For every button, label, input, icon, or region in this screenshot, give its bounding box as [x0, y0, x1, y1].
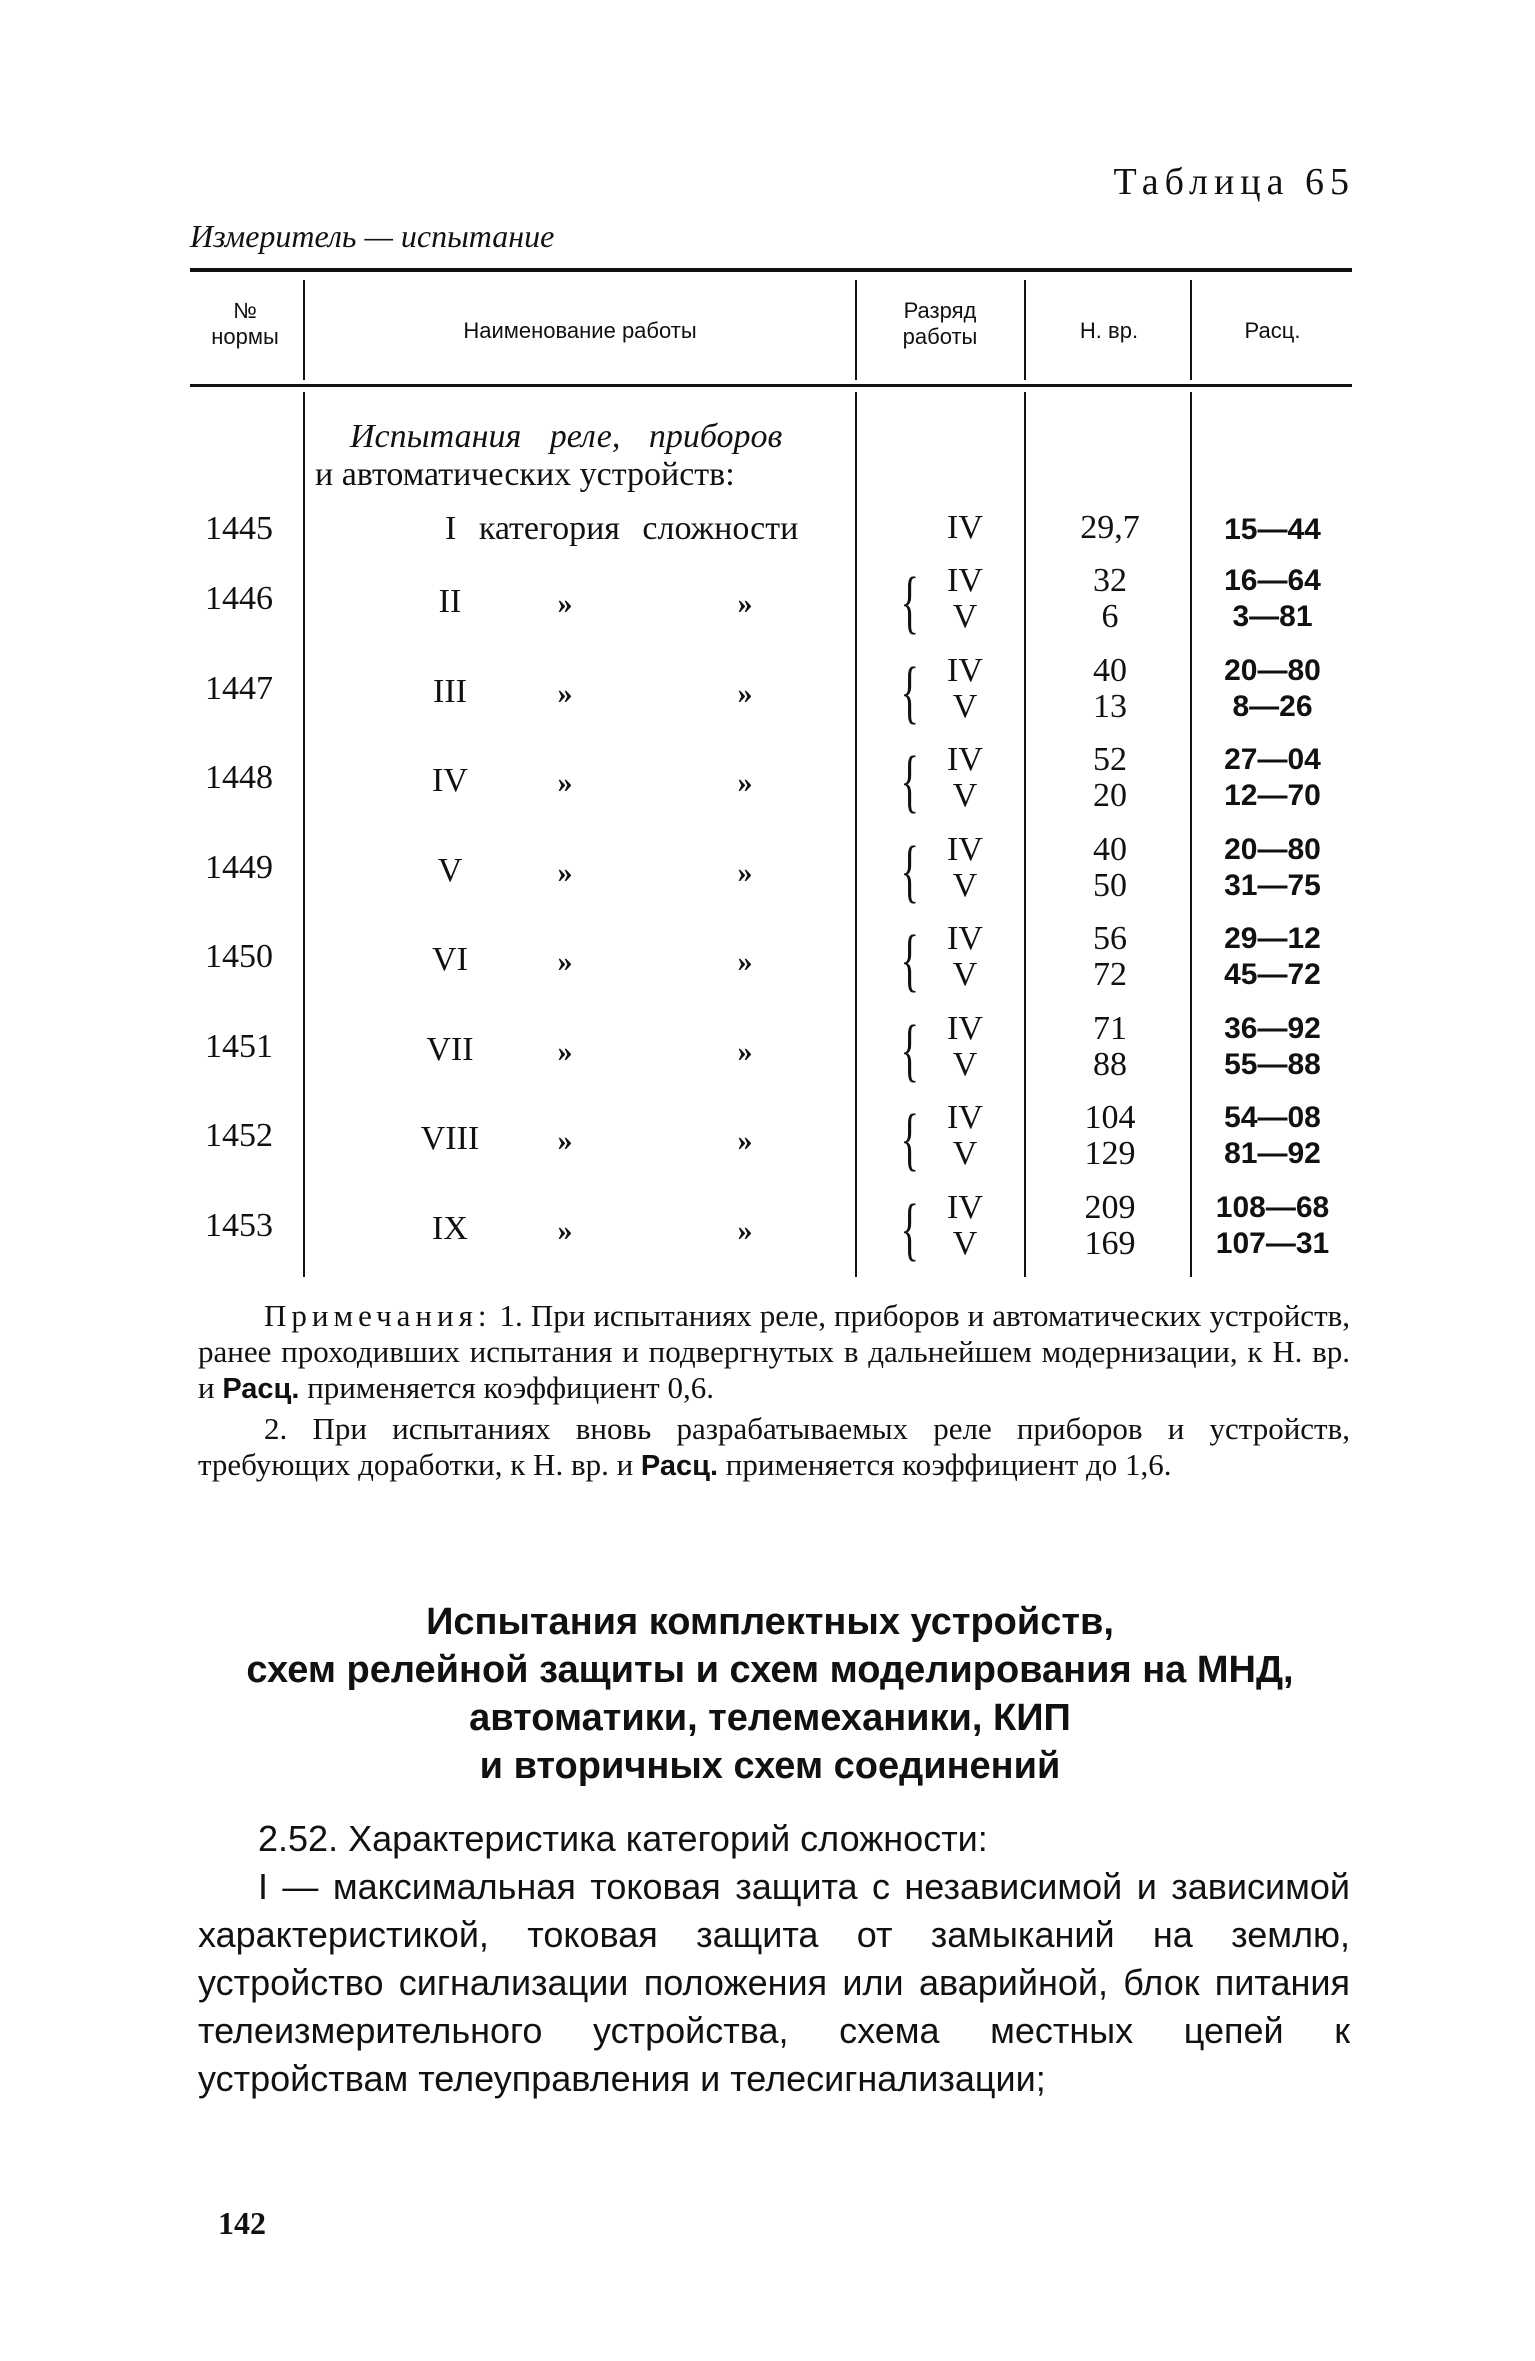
row-category: IV [432, 762, 468, 799]
row-grade: IV V [947, 741, 983, 814]
row-rasc: 16—64 3—81 [1224, 564, 1321, 633]
row-category: IX [432, 1210, 468, 1247]
row-ditto: » [737, 1035, 753, 1068]
row-category: V [437, 852, 463, 889]
row-category: VII [426, 1031, 474, 1068]
row-ditto: » [557, 1035, 573, 1068]
header-name: Наименование работы [463, 318, 697, 343]
row-nvr: 104 129 [1084, 1099, 1136, 1172]
row-ditto: » [737, 1124, 753, 1157]
col-divider [855, 280, 857, 380]
section-title-line2: схем релейной защиты и схем моделирования на МНД, [246, 1649, 1294, 1691]
row-nvr: 71 88 [1093, 1010, 1127, 1083]
brace-icon: { [900, 564, 920, 641]
header-grade: Разряд работы [902, 298, 978, 349]
row-rasc: 15—44 [1224, 513, 1321, 546]
brace-icon: { [900, 833, 920, 910]
section-title [170, 1598, 1370, 1790]
row-grade: IV [947, 509, 983, 546]
row-nvr: 40 50 [1093, 831, 1127, 904]
row-num: 1446 [205, 580, 273, 617]
brace-icon: { [900, 1012, 920, 1089]
row-rasc: 20—80 31—75 [1224, 833, 1321, 902]
note2-bold: Расц. [640, 1450, 719, 1482]
col-divider [1024, 392, 1026, 1277]
row-grade: IV V [947, 920, 983, 993]
row-ditto: » [557, 1124, 573, 1157]
section-title-line1: Испытания комплектных устройств, [426, 1601, 1114, 1643]
table-label: Таблица 65 [1113, 161, 1355, 203]
row-nvr: 40 13 [1093, 652, 1127, 725]
note2-text-b: применяется коэффициент до 1,6. [725, 1447, 1172, 1482]
row-ditto: » [737, 945, 753, 978]
row-num: 1449 [205, 849, 273, 886]
row-rasc: 29—12 45—72 [1224, 922, 1321, 991]
row-ditto: » [557, 856, 573, 889]
brace-icon: { [900, 1101, 920, 1178]
row-num: 1451 [205, 1028, 273, 1065]
note1-bold: Расц. [222, 1373, 300, 1405]
row-rasc: 108—68 107—31 [1215, 1191, 1330, 1260]
row-nvr: 209 169 [1084, 1189, 1136, 1262]
row-nvr: 29,7 [1080, 509, 1140, 546]
row-num: 1450 [205, 938, 273, 975]
row-rasc: 54—08 81—92 [1224, 1101, 1321, 1170]
paragraph-body: I — максимальная токовая защита с независимой и зависимой характеристикой, токовая защита от замыканий на землю, устройство сигнализации положения или аварийной, блок питания телеизмерительного устройства, схема местных цепей к устройствам телеуправления и телесигнализации; [198, 1866, 1350, 2099]
table-top-rule [190, 268, 1352, 272]
meter-caption: Измеритель — испытание [190, 218, 555, 254]
row-ditto: » [557, 766, 573, 799]
row-grade: IV V [947, 562, 983, 635]
note1-text-b: применяется коэффициент 0,6. [307, 1370, 714, 1405]
row-category: III [433, 673, 467, 710]
row-num: 1448 [205, 759, 273, 796]
brace-icon: { [900, 1191, 920, 1268]
row-ditto: » [737, 856, 753, 889]
group-heading-line2: и автоматических устройств: [315, 456, 735, 493]
row-num: 1447 [205, 670, 273, 707]
header-rasc: Расц. [1244, 318, 1301, 343]
brace-icon: { [900, 743, 920, 820]
row-num: 1452 [205, 1117, 273, 1154]
row-ditto: » [737, 766, 753, 799]
table-header-rule [190, 384, 1352, 387]
row-nvr: 56 72 [1093, 920, 1127, 993]
header-num: № нормы [211, 298, 279, 349]
row-ditto: » [557, 945, 573, 978]
row-ditto: » [737, 587, 753, 620]
row-category: VI [432, 941, 468, 978]
row-num: 1453 [205, 1207, 273, 1244]
row-grade: IV V [947, 831, 983, 904]
brace-icon: { [900, 654, 920, 731]
col-divider [855, 392, 857, 1277]
row-name: I категория сложности [445, 510, 799, 547]
row-nvr: 52 20 [1093, 741, 1127, 814]
page-number: 142 [218, 2205, 266, 2241]
header-nvr: Н. вр. [1079, 318, 1139, 343]
row-rasc: 27—04 12—70 [1224, 743, 1321, 812]
row-rasc: 36—92 55—88 [1224, 1012, 1321, 1081]
row-grade: IV V [947, 1010, 983, 1083]
section-title-line4: и вторичных схем соединений [479, 1745, 1061, 1787]
col-divider [303, 392, 305, 1277]
col-divider [1190, 392, 1192, 1277]
note1-text-a: 1. При испытаниях реле, приборов и автоматических устройств, ранее проходивших испытания и подвергнутых в дальнейшем модернизации, к Н. вр. и [198, 1298, 1350, 1405]
notes [198, 1298, 1350, 1484]
row-category: II [438, 583, 462, 620]
row-grade: IV V [947, 1189, 983, 1262]
row-ditto: » [557, 1214, 573, 1247]
paragraph-heading: 2.52. Характеристика категорий сложности: [258, 1818, 988, 1859]
row-rasc: 20—80 8—26 [1224, 654, 1321, 723]
note2-text-a: 2. При испытаниях вновь разрабатываемых реле приборов и устройств, требующих доработки, к Н. вр. и [198, 1411, 1350, 1482]
group-heading-line1: Испытания реле, приборов [350, 418, 783, 455]
row-ditto: » [737, 677, 753, 710]
col-divider [303, 280, 305, 380]
brace-icon: { [900, 922, 920, 999]
row-category: VIII [420, 1120, 480, 1157]
row-ditto: » [737, 1214, 753, 1247]
row-grade: IV V [947, 1099, 983, 1172]
col-divider [1024, 280, 1026, 380]
row-nvr: 32 6 [1093, 562, 1127, 635]
row-ditto: » [557, 677, 573, 710]
row-num: 1445 [205, 510, 273, 547]
section-title-line3: автоматики, телемеханики, КИП [469, 1697, 1071, 1739]
row-grade: IV V [947, 652, 983, 725]
col-divider [1190, 280, 1192, 380]
body-text [198, 1815, 1350, 2103]
row-ditto: » [557, 587, 573, 620]
notes-label: Примечания: [264, 1298, 492, 1333]
